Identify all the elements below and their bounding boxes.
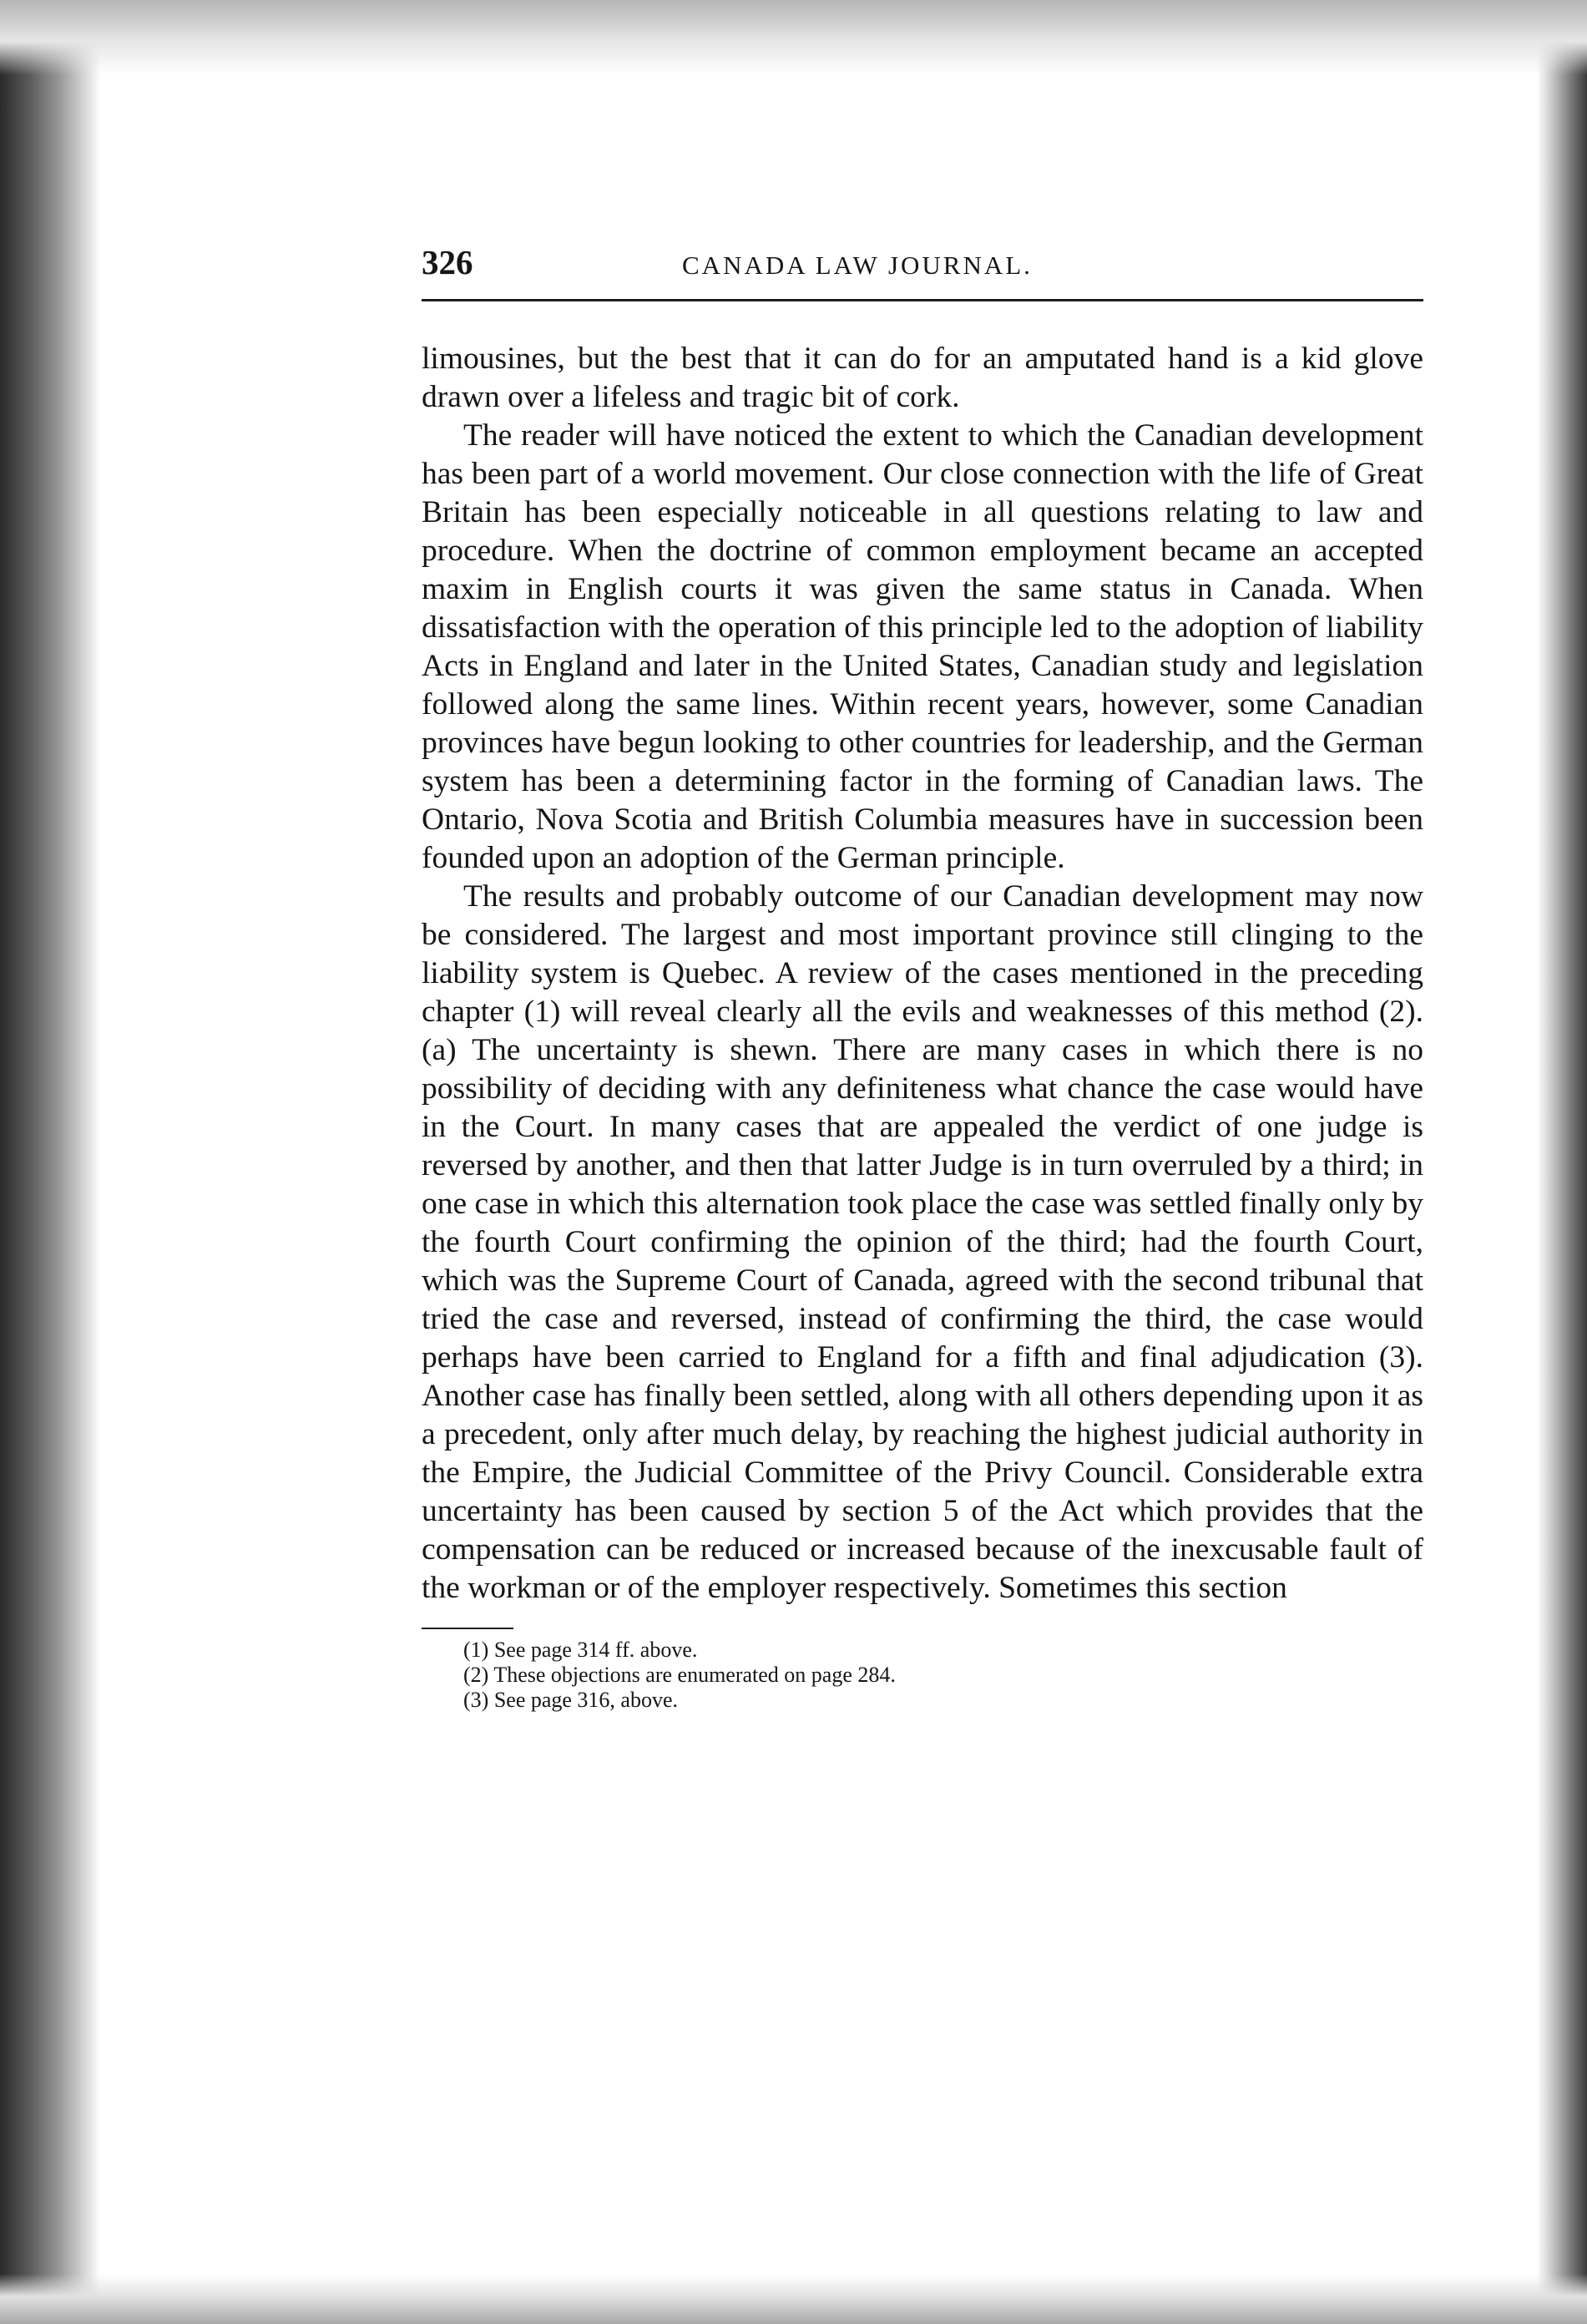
- scan-shadow-left: [0, 0, 100, 2324]
- body-text: [422, 340, 1423, 1608]
- footnotes: [463, 1638, 1423, 1713]
- footnote-1: (1) See page 314 ff. above.: [463, 1638, 698, 1662]
- scan-shadow-bottom: [0, 2274, 1587, 2324]
- header-rule: [422, 299, 1423, 301]
- paragraph-continued: limousines, but the best that it can do for an amputated hand is a kid glove drawn over a lifeless and tragic bit of cork.: [422, 342, 1423, 414]
- paragraph-results-outcome: The results and probably outcome of our Canadian development may now be considered. The largest and most important province still clinging to the liability system is Quebec. A review of the cases mentioned in the preceding chapter (1) will reveal clearly all the evils and weaknesses of this method (2). (a) The uncertainty is shewn. There are many cases in which there is no possibility of deciding with any definiteness what chance the case would have in the Court. In many cases that are appealed the verdict of one judge is reversed by another, and then that latter Judge is in turn overruled by a third; in one case in which this alternation took place the case was settled finally only by the fourth Court confirming the opinion of the third; had the fourth Court, which was the Supreme Court of Canada, agreed with the second tribunal that tried the case and reversed, instead of confirming the third, the case would perhaps have been carried to England for a fifth and final adjudication (3). Another case has finally been settled, along with all others depending upon it as a precedent, only after much delay, by reaching the highest judicial authority in the Empire, the Judicial Committee of the Privy Council. Considerable extra uncertainty has been caused by section 5 of the Act which provides that the compensation can be reduced or increased because of the inexcusable fault of the workman or of the employer respectively. Sometimes this section: [422, 879, 1423, 1605]
- scan-shadow-top: [0, 0, 1587, 75]
- journal-title: CANADA LAW JOURNAL.: [682, 251, 1033, 280]
- running-head: [422, 242, 1423, 292]
- paragraph-world-movement: The reader will have noticed the extent to which the Canadian development has been part of a world movement. Our close connection with the life of Great Britain has been especially noticeable in all questions relating to law and procedure. When the doctrine of common employment became an accepted maxim in English courts it was given the same status in Canada. When dissatisfaction with the operation of this principle led to the adoption of liability Acts in England and later in the United States, Canadian study and legislation followed along the same lines. Within recent years, however, some Canadian provinces have begun looking to other countries for leadership, and the German system has been a determining factor in the forming of Canadian laws. The Ontario, Nova Scotia and British Columbia measures have in succession been founded upon an adoption of the German principle.: [422, 418, 1423, 875]
- journal-page: [422, 242, 1423, 1713]
- footnote-2: (2) These objections are enumerated on page 284.: [463, 1663, 896, 1687]
- scan-shadow-right: [1537, 0, 1587, 2324]
- page-number: 326: [422, 243, 473, 281]
- footnote-3: (3) See page 316, above.: [463, 1688, 679, 1712]
- footnote-rule: [422, 1628, 513, 1629]
